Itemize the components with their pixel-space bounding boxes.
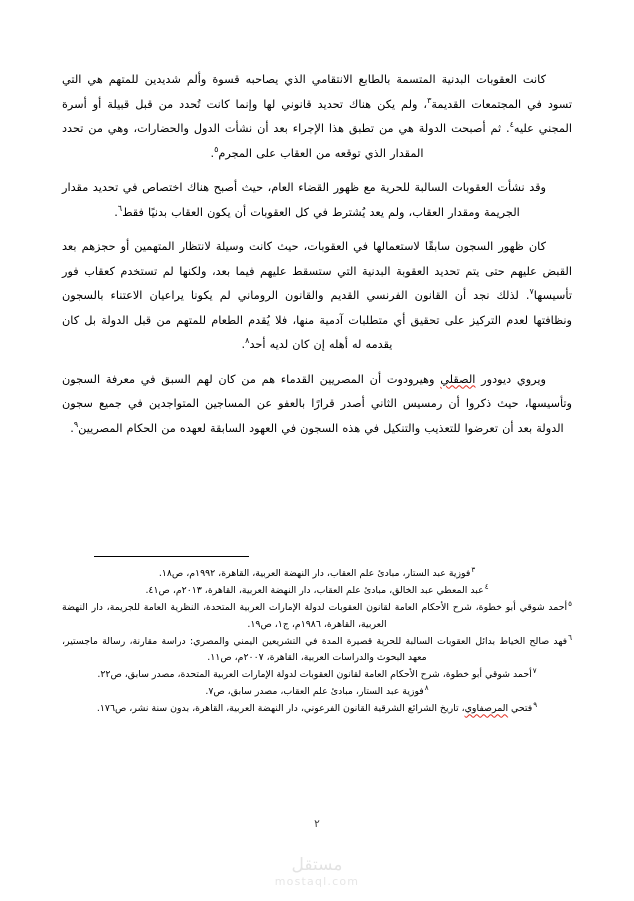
footnote-item-4 <box>62 583 572 599</box>
paragraph-2-segment-2: . <box>114 205 118 219</box>
footnote-text-3: فوزية عبد الستار، مبادئ علم العقاب، دار النهضة العربية، القاهرة، ١٩٩٢م، ص١٨. <box>158 568 471 579</box>
paragraph-1-segment-3: . ثم أصبحت الدولة هي من تطبق هذا الإجراء بعد أن نشأت الدول والحضارات، وهي من تحدد المقدار الذي توقعه من العقاب على المجرم <box>62 122 510 160</box>
footnote-marker-4: ٤ <box>484 582 489 592</box>
paragraph-3-segment-2: . لذلك نجد أن القانون الفرنسي القديم والقانون الروماني لم يكونا يراعيان الاعتناء بالسجون ونظافتها لعدم التركيز على تحقيق أي متطلبات آدمية منها، فلا يُقدم الطعام للمتهم من قبل الدولة بل كان يقدمه له أهله إن كان لديه أحد <box>62 289 572 351</box>
footnote-marker-6: ٦ <box>568 632 572 642</box>
footnote-list <box>62 566 572 718</box>
paragraph-4-segment-1: وهيرودوت أن المصريين القدماء هم من كان لهم السبق في معرفة السجون وتأسيسها، حيث ذكروا أن رمسيس الثاني أصدر قرارًا بالعفو عن المساجين المتواجدين في جميع سجون الدولة بعد أن تعرضوا للتعذيب والتنكيل في هذه السجون في العهود السابقة لعهده من الحكام المصريين <box>62 372 572 435</box>
footnote-text-8: فوزية عبد الستار، مبادئ علم العقاب، مصدر سابق، ص٧. <box>205 686 424 698</box>
paragraph-4 <box>62 368 572 442</box>
footnote-marker-3: ٣ <box>471 564 476 574</box>
paragraph-1-segment-2: ، ولم يكن هناك تحديد قانوني لها وإنما كانت تُحدد من قبل قبيلة أو أسرة المجني عليه <box>62 97 572 135</box>
paragraph-3-segment-3: . <box>241 338 246 351</box>
footnote-marker-7: ٧ <box>532 665 537 675</box>
footnote-item-3 <box>62 566 572 582</box>
footnote-item-5 <box>62 600 572 632</box>
footnote-reference-5[interactable]: ٥ <box>214 144 219 154</box>
paragraph-4-segment-2: . <box>70 421 74 435</box>
page-number: ٢ <box>314 818 320 830</box>
footnote-reference-7[interactable]: ٧ <box>529 287 534 297</box>
paragraph-3 <box>62 235 572 358</box>
footnote-marker-9: ٩ <box>533 700 538 710</box>
paragraph-4-segment-lead: ويروي ديودور <box>475 372 546 386</box>
footnote-item-9 <box>62 701 572 717</box>
footnote-reference-9[interactable]: ٩ <box>73 419 79 429</box>
footnote-spellcheck-flagged-word[interactable]: المرصفاوي <box>464 703 509 715</box>
paragraph-2-segment-1: وقد نشأت العقوبات السالبة للحرية مع ظهور القضاء العام، حيث أصبح هناك اختصاص في تحديد مقدار الجريمة ومقدار العقاب، ولم يعد يُشترط في كل العقوبات أن يكون العقاب بدنيًا فقط <box>62 181 546 219</box>
footnote-reference-6[interactable]: ٦ <box>117 203 123 213</box>
footnote-item-6 <box>62 634 572 666</box>
footnote-text-9-lead: فتحي <box>508 703 533 715</box>
footnote-marker-8: ٨ <box>424 683 429 693</box>
footnote-zone <box>62 556 572 719</box>
paragraph-1-segment-4: . <box>210 146 215 160</box>
watermark <box>0 857 634 889</box>
document-body <box>62 68 572 441</box>
paragraph-3-segment-1: كان ظهور السجون سابقًا لاستعمالها في العقوبات، حيث كانت وسيلة لانتظار المتهمين أو حجزهم بعد القبض عليهم حتى يتم تحديد العقوبة البدنية التي ستسقط عليهم فيما بعد، ولكنها لم تستخدم كعقاب فور تأسيسها <box>62 240 572 302</box>
watermark-domain-text: mostaql.com <box>274 874 360 888</box>
paragraph-2 <box>62 176 572 225</box>
footnote-marker-5: ٥ <box>568 599 572 609</box>
footnote-item-7 <box>62 667 572 683</box>
paragraph-1 <box>62 68 572 166</box>
footnote-reference-3[interactable]: ٣ <box>427 95 432 105</box>
footnote-separator-line <box>94 556 249 557</box>
footnote-text-5: أحمد شوقي أبو خطوة، شرح الأحكام العامة لقانون العقوبات لدولة الإمارات العربية المتحدة، النظرية العامة للجريمة، دار النهضة العربية، القاهرة، ١٩٨٦م، ج١، ص١٩. <box>62 602 568 630</box>
watermark-arabic-text: مستقل <box>291 855 343 875</box>
footnote-text-6: فهد صالح الخياط بدائل العقوبات السالبة للحرية قصيرة المدة في التشريعين اليمني والمصري: دراسة مقارنة، رسالة ماجستير، معهد البحوث والدراسات العربية، القاهرة، ٢٠٠٧م، ص١١. <box>62 635 568 663</box>
footnote-text-4: عبد المعطي عبد الخالق، مبادئ علم العقاب، دار النهضة العربية، القاهرة، ٢٠١٣م، ص٤١. <box>145 585 484 597</box>
footnote-text-7: أحمد شوقي أبو خطوة، شرح الأحكام العامة لقانون العقوبات لدولة الإمارات العربية المتحدة، مصدر سابق، ص٢٢. <box>97 669 532 681</box>
footnote-reference-4[interactable]: ٤ <box>509 120 514 130</box>
footnote-reference-8[interactable]: ٨ <box>245 336 250 346</box>
footnote-text-9-rest: ، تاريخ الشرائع الشرقية القانون الفرعوني، دار النهضة العربية، القاهرة، بدون سنة نشر، ص١٧٦. <box>96 703 465 715</box>
paragraph-1-segment-1: كانت العقوبات البدنية المتسمة بالطابع الانتقامي الذي يصاحبه قسوة وألم شديدين للمتهم هي التي تسود في المجتمعات القديمة <box>62 73 572 111</box>
footnote-item-8 <box>62 684 572 700</box>
spellcheck-flagged-word[interactable]: الصقلي <box>440 372 476 386</box>
